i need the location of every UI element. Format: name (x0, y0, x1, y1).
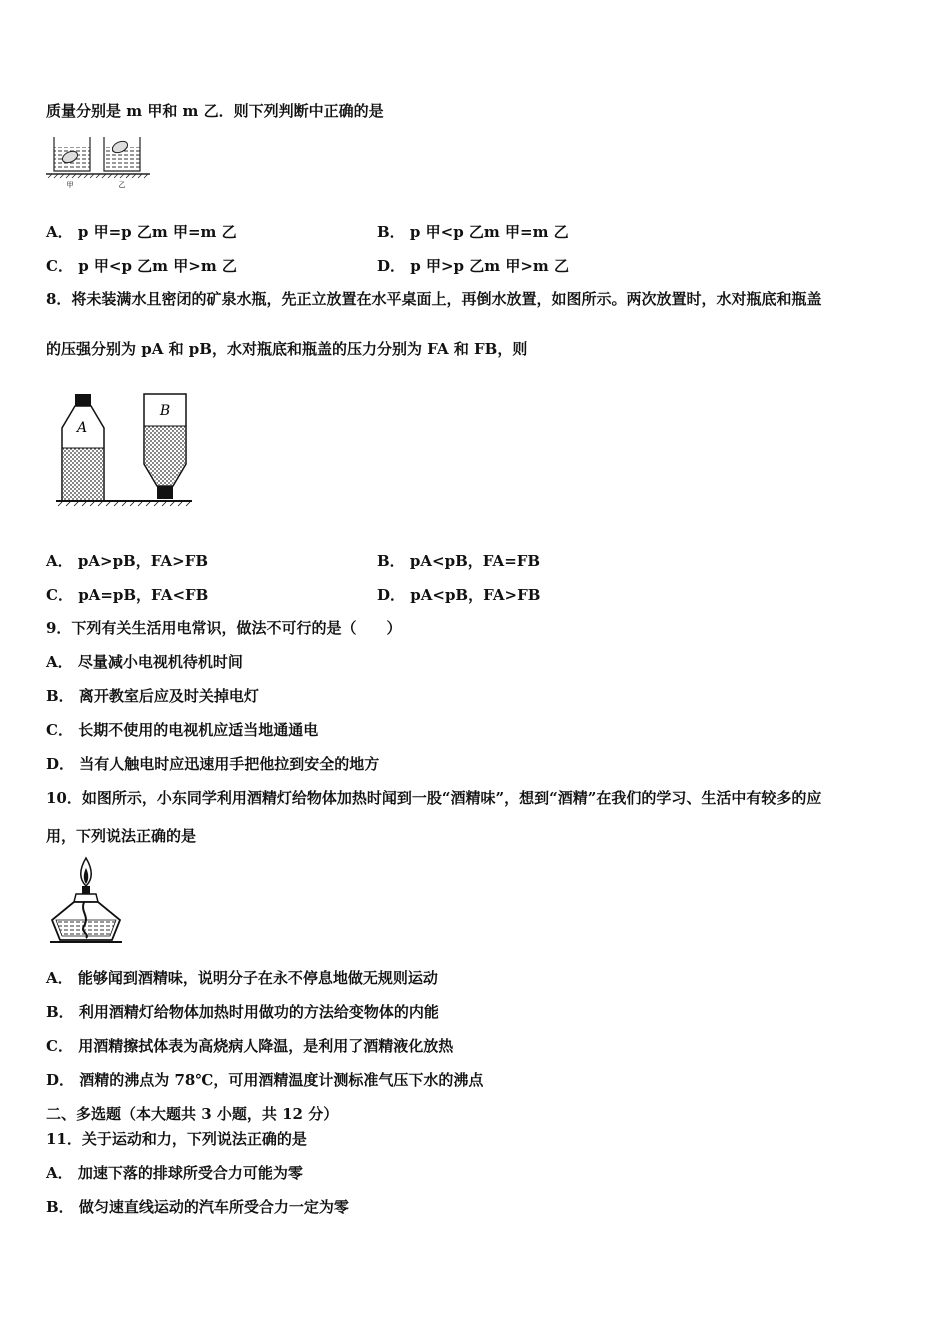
q7-beakers-figure (46, 133, 154, 191)
q9-option-c: C． 长期不使用的电视机应适当地通通电 (46, 721, 319, 739)
q7-option-a: A． p 甲=p 乙m 甲=m 乙 (46, 223, 237, 241)
q8-stem-line1: 8．将未装满水且密闭的矿泉水瓶，先正立放置在水平桌面上，再倒水放置，如图所示。两次放置时，水对瓶底和瓶盖 (46, 290, 822, 308)
q10-option-c: C． 用酒精擦拭体表为高烧病人降温，是利用了酒精液化放热 (46, 1037, 454, 1055)
q9-stem: 9．下列有关生活用电常识，做法不可行的是（ ） (46, 619, 402, 637)
q8-option-a: A． pA>pB，FA>FB (46, 552, 209, 570)
q11-option-a: A． 加速下落的排球所受合力可能为零 (46, 1164, 303, 1182)
q11-stem: 11．关于运动和力，下列说法正确的是 (46, 1130, 307, 1148)
q10-stem-line1: 10．如图所示，小东同学利用酒精灯给物体加热时闻到一股“酒精味”，想到“酒精”在我们的学习、生活中有较多的应 (46, 789, 822, 807)
q8-label-a: A (76, 420, 88, 436)
section-title-multi-choice: 二、多选题（本大题共 3 小题，共 12 分） (46, 1105, 339, 1123)
q8-option-c: C． pA=pB，FA<FB (46, 586, 209, 604)
q10-option-d: D． 酒精的沸点为 78℃，可用酒精温度计测标准气压下水的沸点 (46, 1071, 484, 1089)
q10-option-b: B． 利用酒精灯给物体加热时用做功的方法给变物体的内能 (46, 1003, 439, 1021)
q9-option-b: B． 离开教室后应及时关掉电灯 (46, 687, 259, 705)
q8-option-d: D． pA<pB，FA>FB (377, 586, 541, 604)
q10-stem-line2: 用，下列说法正确的是 (46, 827, 197, 845)
q7-label-yi: 乙 (118, 181, 126, 189)
q7-stem: 质量分别是 m 甲和 m 乙．则下列判断中正确的是 (46, 102, 384, 120)
q7-option-c: C． p 甲<p 乙m 甲>m 乙 (46, 257, 237, 275)
q7-option-b: B． p 甲<p 乙m 甲=m 乙 (377, 223, 569, 241)
q7-label-jia: 甲 (66, 181, 74, 189)
q9-option-d: D． 当有人触电时应迅速用手把他拉到安全的地方 (46, 755, 380, 773)
q8-label-b: B (159, 403, 171, 419)
q8-bottles-figure (56, 390, 194, 510)
q8-stem-line2: 的压强分别为 pA 和 pB，水对瓶底和瓶盖的压力分别为 FA 和 FB，则 (46, 340, 528, 358)
q11-option-b: B． 做匀速直线运动的汽车所受合力一定为零 (46, 1198, 349, 1216)
q9-option-a: A． 尽量减小电视机待机时间 (46, 653, 243, 671)
q8-option-b: B． pA<pB，FA=FB (377, 552, 541, 570)
q10-option-a: A． 能够闻到酒精味，说明分子在永不停息地做无规则运动 (46, 969, 438, 987)
q7-option-d: D． p 甲>p 乙m 甲>m 乙 (377, 257, 569, 275)
alcohol-lamp-figure (46, 856, 130, 946)
